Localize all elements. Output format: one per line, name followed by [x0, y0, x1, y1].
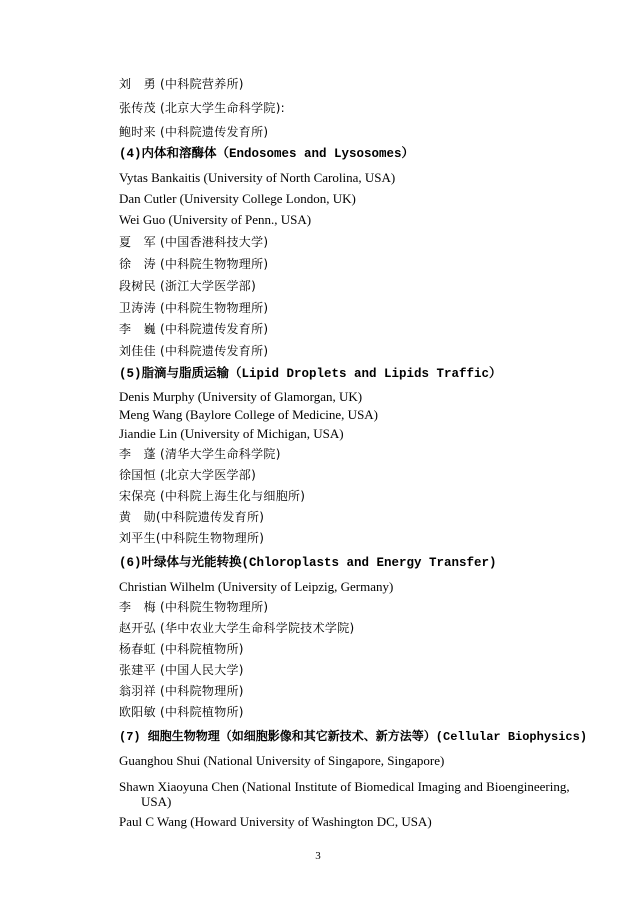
page-number: 3 [315, 850, 321, 862]
member-line: Jiandie Lin (University of Michigan, USA) [119, 426, 344, 441]
member-line: Dan Cutler (University College London, UK) [119, 191, 356, 206]
member-line: 徐国恒 (北京大学医学部) [119, 468, 257, 482]
member-line: Shawn Xiaoyuna Chen (National Institute of Biomedical Imaging and Bioengineering, [119, 779, 570, 794]
section-heading-6: (6)叶绿体与光能转换(Chloroplasts and Energy Transfer) [119, 556, 497, 570]
member-line: Wei Guo (University of Penn., USA) [119, 212, 312, 227]
member-line: 刘佳佳 (中科院遗传发育所) [119, 344, 269, 358]
member-line: 赵开弘 (华中农业大学生命科学院技术学院) [119, 621, 355, 635]
member-line: 徐 涛 (中科院生物物理所) [119, 257, 269, 271]
member-line: 翁羽祥 (中科院物理所) [119, 684, 244, 698]
member-line: Christian Wilhelm (University of Leipzig, Germany) [119, 579, 394, 594]
member-line: 鲍时来 (中科院遗传发育所) [119, 125, 269, 139]
member-line: Vytas Bankaitis (University of North Carolina, USA) [119, 170, 396, 185]
section-heading-4: (4)内体和溶酶体（Endosomes and Lysosomes） [119, 147, 415, 161]
member-line: 杨春虹 (中科院植物所) [119, 642, 244, 656]
member-line: 李 蓬 (清华大学生命科学院) [119, 447, 281, 461]
member-line: 夏 军 (中国香港科技大学) [119, 235, 269, 249]
member-line: 欧阳敏 (中科院植物所) [119, 705, 244, 719]
member-line: Denis Murphy (University of Glamorgan, UK) [119, 389, 363, 404]
member-line: 张传茂 (北京大学生命科学院): [119, 101, 286, 115]
section-heading-7: (7) 细胞生物物理（如细胞影像和其它新技术、新方法等）(Cellular Biophysics) [119, 730, 588, 744]
member-line: 张建平 (中国人民大学) [119, 663, 244, 677]
member-line: 卫涛涛 (中科院生物物理所) [119, 301, 269, 315]
member-line: 刘 勇 (中科院营养所) [119, 77, 244, 91]
member-line-continuation: USA) [141, 794, 172, 809]
member-line: 黄 勋(中科院遗传发育所) [119, 510, 265, 524]
member-line: 李 梅 (中科院生物物理所) [119, 600, 269, 614]
member-line: 李 巍 (中科院遗传发育所) [119, 322, 269, 336]
member-line: 宋保亮 (中科院上海生化与细胞所) [119, 489, 306, 503]
member-line: 段树民 (浙江大学医学部) [119, 279, 257, 293]
member-line: 刘平生(中科院生物物理所) [119, 531, 265, 545]
section-heading-5: (5)脂滴与脂质运输（Lipid Droplets and Lipids Traffic） [119, 367, 502, 381]
member-line: Meng Wang (Baylore College of Medicine, USA) [119, 407, 379, 422]
member-line: Guanghou Shui (National University of Singapore, Singapore) [119, 753, 445, 768]
member-line: Paul C Wang (Howard University of Washington DC, USA) [119, 814, 432, 829]
